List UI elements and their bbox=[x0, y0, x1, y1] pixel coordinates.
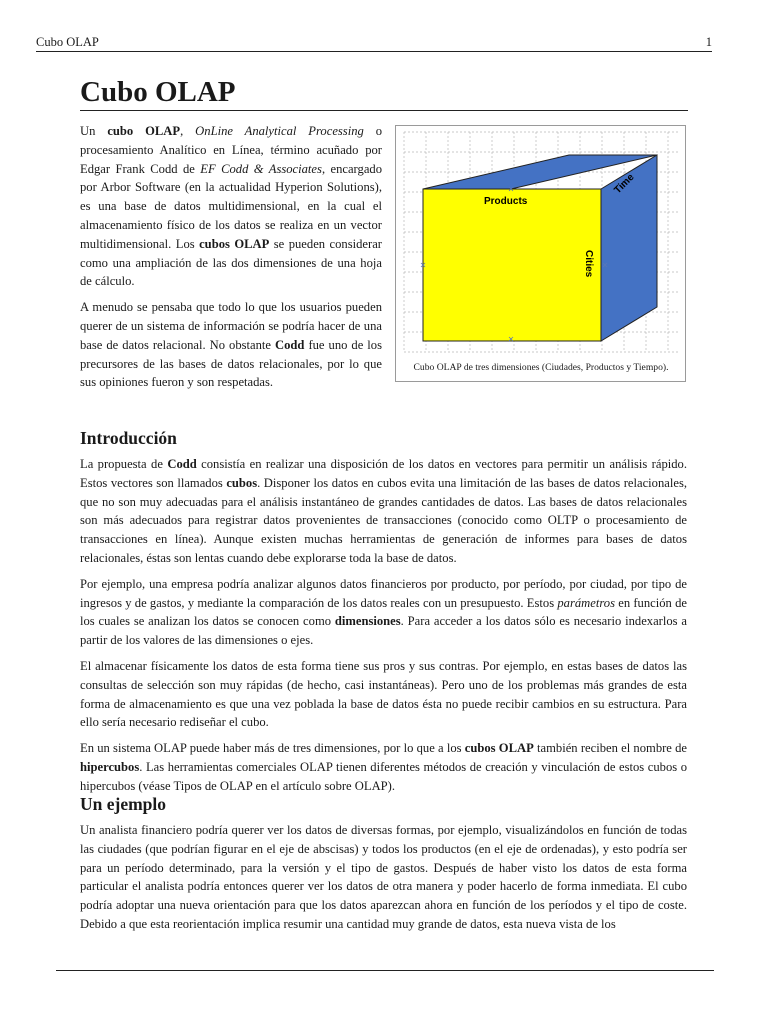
figure-caption: Cubo OLAP de tres dimensiones (Ciudades, Productos y Tiempo). bbox=[413, 362, 669, 373]
bold-term: Codd bbox=[275, 337, 305, 352]
page-title: Cubo OLAP bbox=[80, 76, 236, 108]
section-heading: Un ejemplo bbox=[80, 794, 167, 814]
bold-term: cubos OLAP bbox=[199, 236, 270, 251]
products-label: Products bbox=[484, 196, 528, 207]
intro-paragraph-1: Un cubo OLAP, OnLine Analytical Processing o procesamiento Analítico en Línea, término acuñado por Edgar Frank Codd de EF Codd & Associates, encargado por Arbor Software (en la actualidad Hyperion Solutions), es una base de datos multidimensional, en la cual el almacenamiento físico de los datos se realiza en un vector multidimensional. Los cubos OLAP se pueden considerar como una ampliación de las dos dimensiones de una hoja de cálculo. bbox=[80, 124, 383, 289]
bold-term: cubo OLAP bbox=[107, 124, 181, 138]
paragraph: En un sistema OLAP puede haber más de tres dimensiones, por lo que a los cubos OLAP también reciben el nombre de hipercubos. Las herramientas comerciales OLAP tienen diferentes métodos de creación y vinculación de estos cubos o hipercubos (véase Tipos de OLAP en el artículo sobre OLAP). bbox=[80, 741, 688, 793]
cities-label: Cities bbox=[583, 250, 594, 278]
bold-term: dimensiones bbox=[334, 614, 401, 629]
section-heading: Introducción bbox=[80, 428, 177, 448]
running-header bbox=[36, 33, 712, 52]
italic-term: OnLine Analytical Processing bbox=[195, 124, 364, 138]
italic-term: parámetros bbox=[557, 595, 615, 610]
paragraph: El almacenar físicamente los datos de esta forma tiene sus pros y sus contras. Por ejemplo, en estas bases de datos las consultas de selección son muy rápidas (de hecho, casi instantáneas). Pero uno de los problemas más grandes de esta forma de almacenamiento es que una vez poblada la base de datos ésta no puede recibir cambios en su estructura. Para ello sería necesario rediseñar el cubo. bbox=[80, 658, 687, 730]
page-number: 1 bbox=[705, 35, 712, 49]
bold-term: hipercubos bbox=[80, 759, 140, 774]
paragraph: Un analista financiero podría querer ver los datos de diversas formas, por ejemplo, visualizándolos en función de todas las ciudades (que podrían figurar en el eje de abscisas) y todos los productos (en el eje de ordenadas), y esto podría ser para un período determinado, para la versión y el tipo de gastos. Después de haber visto los datos de esta forma particular el analista podría entonces querer ver los datos de otra manera y poder hacerlo de forma inmediata. El cubo podría adoptar una nueva orientación para que los datos aparezcan ahora en función de los períodos y el tipo de coste. Debido a que esta reorientación implica resumir una cantidad muy grande de datos, esta nueva vista de los bbox=[80, 823, 687, 931]
running-title: Cubo OLAP bbox=[36, 35, 99, 49]
section-introduccion bbox=[80, 428, 687, 803]
title-divider bbox=[80, 110, 688, 111]
bold-term: cubos OLAP bbox=[464, 741, 534, 756]
section-un-ejemplo bbox=[80, 794, 687, 941]
time-label: Time bbox=[612, 171, 637, 197]
paragraph: La propuesta de Codd consistía en realizar una disposición de los datos en vectores para permitir un análisis rápido. Estos vectores son llamados cubos. Disponer los datos en cubos evita una limitación de las bases de datos relacionales, que no son muy adecuadas para el análisis instantáneo de grandes cantidades de datos. Las bases de datos relacionales son más adecuados para registrar datos provenientes de transacciones (conocido como OLTP o procesamiento de transacciones en línea). Aunque existen muchas herramientas de generación de informes para bases de datos relacionales, éstas son lentas cuando debe explorarse toda la base de datos. bbox=[80, 457, 687, 565]
italic-term: EF Codd & Associates bbox=[200, 161, 322, 176]
bold-term: Codd bbox=[167, 457, 197, 471]
olap-cube-figure bbox=[395, 125, 686, 382]
cube-front-face bbox=[423, 189, 601, 341]
intro-text bbox=[80, 122, 382, 399]
intro-paragraph-2: A menudo se pensaba que todo lo que los usuarios pueden querer de un sistema de información se podría hacer de una base de datos relacional. No obstante Codd fue uno de los precursores de las bases de datos relacionales, por lo que sus opiniones fueron y son respetadas. bbox=[80, 300, 383, 390]
paragraph: Por ejemplo, una empresa podría analizar algunos datos financieros por producto, por período, por ciudad, por tipo de ingresos y de gastos, y mediante la comparación de los datos reales con un presupuesto. Estos parámetros en función de los cuales se analizan los datos se conocen como dimensiones. Para acceder a los datos sólo es necesario indexarlos a partir de los valores de las dimensiones o ejes. bbox=[80, 576, 687, 648]
bold-term: cubos bbox=[226, 475, 258, 490]
footer-divider bbox=[56, 970, 714, 971]
olap-cube-image bbox=[396, 126, 685, 358]
